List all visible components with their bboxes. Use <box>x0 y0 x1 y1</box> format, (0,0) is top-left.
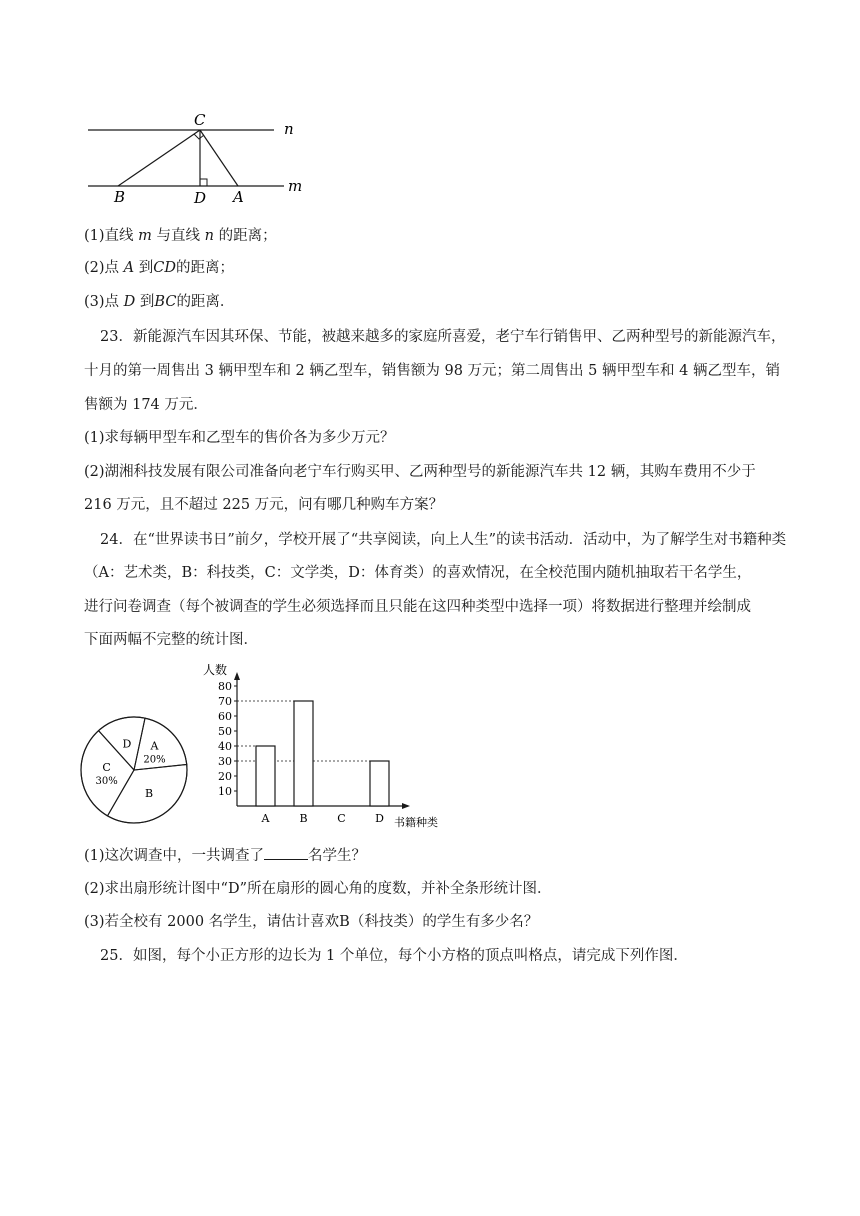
q24-line-1: 24．在“世界读书日”前夕，学校开展了“共享阅读，向上人生”的读书活动．活动中，为了解学生对书籍种类 <box>100 532 787 548</box>
pie-percent-c: 30% <box>95 775 118 787</box>
bar-a <box>256 746 275 806</box>
y-tick-label: 20 <box>218 770 232 783</box>
label-n: n <box>284 120 294 138</box>
pie-label-c: C <box>102 760 111 774</box>
right-angle-mark-d <box>200 179 207 186</box>
q22-item-2: (2)点 A 到CD的距离； <box>84 260 234 276</box>
y-tick-label: 10 <box>218 785 232 798</box>
q24-line-3: 进行问卷调查（每个被调查的学生必须选择而且只能在这四种类型中选择一项）将数据进行整理并绘制成 <box>84 599 751 615</box>
q22-item-3: (3)点 D 到BC的距离． <box>84 294 235 310</box>
bar-chart <box>200 660 440 830</box>
q23-line-5: (2)湖湘科技发展有限公司准备向老宁车行购买甲、乙两种型号的新能源汽车共 12 辆，其购车费用不少于 <box>84 464 756 480</box>
y-tick-label: 70 <box>218 695 232 708</box>
segment-cb <box>118 130 200 186</box>
pie-label-b: B <box>144 787 154 801</box>
y-tick-label: 50 <box>218 725 232 738</box>
x-tick-label-a: A <box>261 812 270 825</box>
y-tick-label: 80 <box>218 680 232 693</box>
q23-line-6: 216 万元，且不超过 225 万元，问有哪几种购车方案？ <box>84 497 444 513</box>
y-tick-label: 60 <box>218 710 232 723</box>
q23-line-4: (1)求每辆甲型车和乙型车的售价各为多少万元？ <box>84 430 395 446</box>
bar-b <box>294 701 313 806</box>
pie-chart <box>74 710 194 830</box>
x-axis-label: 书籍种类 <box>394 816 438 829</box>
y-tick-label: 30 <box>218 755 232 768</box>
pie-percent-a: 20% <box>143 754 166 766</box>
x-axis-arrow <box>402 803 410 809</box>
pie-label-d: D <box>122 737 132 751</box>
y-axis-arrow <box>234 672 240 680</box>
segment-ca <box>200 130 238 186</box>
x-tick-label-d: D <box>375 812 384 825</box>
label-c: C <box>194 111 206 129</box>
y-axis-label: 人数 <box>203 663 228 677</box>
q23-line-2: 十月的第一周售出 3 辆甲型车和 2 辆乙型车，销售额为 98 万元；第二周售出 5 辆甲型车和 4 辆乙型车，销 <box>84 363 780 379</box>
answer-blank[interactable] <box>264 845 308 860</box>
geometry-figure <box>84 108 324 208</box>
pie-label-a: A <box>150 739 159 753</box>
q24-sub-1: (1)这次调查中，一共调查了 名学生？ <box>84 845 366 866</box>
label-a: A <box>233 188 244 206</box>
q25-line: 25．如图，每个小正方形的边长为 1 个单位，每个小方格的顶点叫格点，请完成下列作图． <box>100 948 688 964</box>
q23-line-3: 售额为 174 万元． <box>84 397 208 413</box>
x-tick-label-c: C <box>337 812 346 825</box>
q23-line-1: 23．新能源汽车因其环保、节能，被越来越多的家庭所喜爱，老宁车行销售甲、乙两种型号的新能源汽车， <box>100 329 786 345</box>
q24-line-4: 下面两幅不完整的统计图． <box>84 632 258 648</box>
x-tick-label-b: B <box>299 812 308 825</box>
label-d: D <box>194 189 207 207</box>
bar-d <box>370 761 389 806</box>
label-m: m <box>288 177 303 195</box>
q24-sub-3: (3)若全校有 2000 名学生，请估计喜欢B（科技类）的学生有多少名？ <box>84 914 539 930</box>
q24-sub-2: (2)求出扇形统计图中“D”所在扇形的圆心角的度数，并补全条形统计图． <box>84 881 552 897</box>
y-tick-label: 40 <box>218 740 232 753</box>
q24-line-2: （A：艺术类，B：科技类，C：文学类，D：体育类）的喜欢情况，在全校范围内随机抽取若干名学生， <box>84 565 752 581</box>
label-b: B <box>114 188 126 206</box>
q22-item-1: (1)直线 m 与直线 n 的距离； <box>84 228 277 244</box>
